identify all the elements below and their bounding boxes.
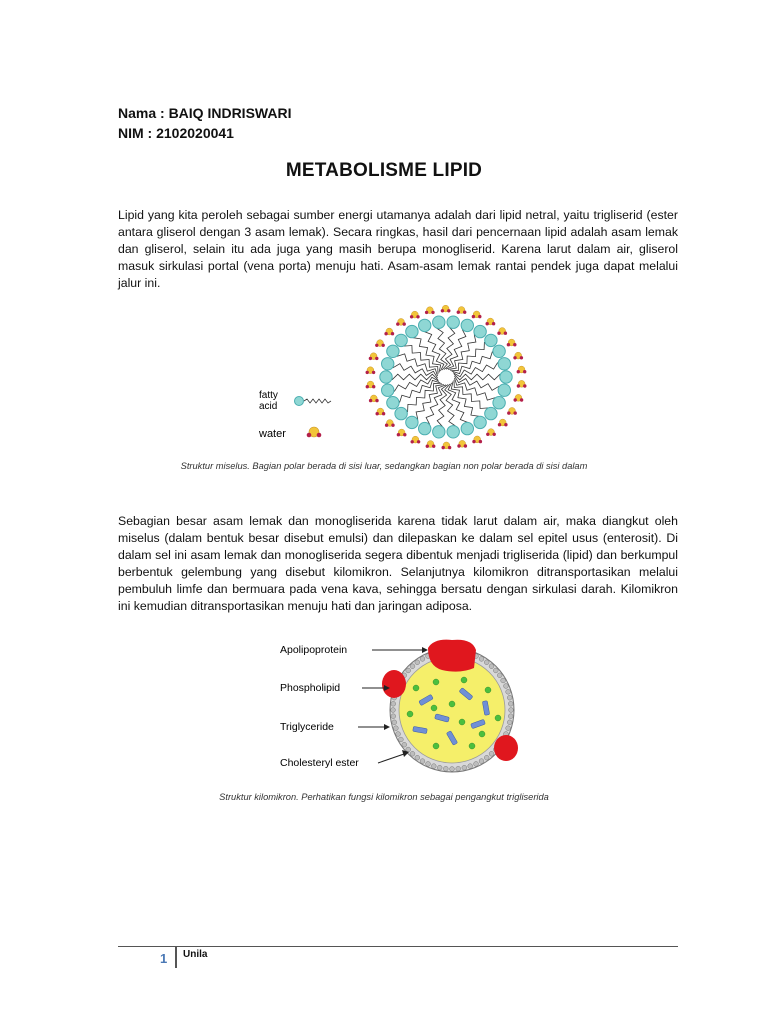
fatty-acid-head <box>485 407 497 419</box>
cholesteryl-ester-molecule <box>433 743 439 749</box>
phospholipid-head <box>484 660 489 665</box>
apolipoprotein-right <box>494 735 518 761</box>
phospholipid-head <box>507 695 512 700</box>
water-molecule <box>425 307 435 314</box>
fatty-acid-head <box>493 397 505 409</box>
water-molecule <box>457 440 467 447</box>
phospholipid-head <box>399 737 404 742</box>
water-molecule <box>366 381 376 388</box>
fatty-acid-head <box>474 416 486 428</box>
water-molecule <box>376 408 386 415</box>
fatty-acid-head <box>447 316 459 328</box>
cholesteryl-ester-molecule <box>495 715 501 721</box>
label-cholesteryl-ester: Cholesteryl ester <box>280 757 359 769</box>
footer-separator <box>175 946 177 968</box>
phospholipid-head <box>437 765 442 770</box>
phospholipid-head <box>431 764 436 769</box>
fatty-acid-head <box>387 397 399 409</box>
phospholipid-head <box>420 759 425 764</box>
author-name: Nama : BAIQ INDRISWARI <box>118 105 292 121</box>
fatty-acid-head <box>500 371 512 383</box>
legend-fatty-acid <box>259 390 331 412</box>
fatty-acid-head <box>498 384 510 396</box>
micelle-diagram <box>366 305 527 449</box>
cholesteryl-ester-molecule <box>433 679 439 685</box>
water-molecule <box>497 328 507 335</box>
chylomicron-diagram <box>382 640 518 772</box>
phospholipid-head <box>501 678 506 683</box>
fatty-acid-head <box>433 316 445 328</box>
water-molecule <box>375 340 385 347</box>
paragraph-chylomicron: Sebagian besar asam lemak dan monogliserida karena tidak larut dalam air, maka diangkut oleh miselus (dalam bentuk besar disebut emulsi) dan dilepaskan ke dalam sel epitel usus (enterosit). Di dalam sel ini asam lemak dan monogliserida segera dibentuk menjadi trigliserida (lipid) dan berkumpul berbentuk gelembung yang disebut kilomikron. Selanjutnya kilomikron ditransportasikan melalui pembuluh limfe dan bermuara pada vena kava, sehingga bersatu dengan sirkulasi darah. Kilomikron ini kemudian ditransportasikan menuju hati dan jaringan adiposa. <box>118 514 678 613</box>
phospholipid-head <box>474 762 479 767</box>
water-molecule <box>498 419 508 426</box>
fatty-acid-head <box>461 422 473 434</box>
fatty-acid-head <box>461 319 473 331</box>
fatty-acid-head <box>447 426 459 438</box>
phospholipid-head <box>489 751 494 756</box>
fatty-acid-head <box>406 325 418 337</box>
fatty-acid-head-icon <box>295 397 304 406</box>
phospholipid-head <box>479 657 484 662</box>
cholesteryl-ester-molecule <box>449 701 455 707</box>
phospholipid-head <box>406 668 411 673</box>
fatty-acid-tail <box>394 377 439 391</box>
author-nim: NIM : 2102020041 <box>118 125 234 141</box>
water-molecule <box>384 328 394 335</box>
fatty-acid-tail <box>450 342 484 371</box>
water-molecule <box>366 367 376 374</box>
water-molecule <box>385 420 395 427</box>
phospholipid-head <box>410 664 415 669</box>
micelle-figure <box>250 305 540 453</box>
phospholipid-head <box>415 755 420 760</box>
phospholipid-head <box>479 759 484 764</box>
fatty-acid-tail-icon <box>304 399 331 403</box>
water-molecule <box>486 429 496 436</box>
water-molecule <box>410 311 420 318</box>
legend-water-label: water <box>259 428 286 440</box>
water-molecule <box>426 441 436 448</box>
fatty-acid-tail <box>453 362 498 376</box>
cholesteryl-ester-molecule <box>485 687 491 693</box>
cholesteryl-ester-molecule <box>459 719 465 725</box>
phospholipid-head <box>402 742 407 747</box>
phospholipid-head <box>468 764 473 769</box>
phospholipid-head <box>420 657 425 662</box>
paragraph-intro: Lipid yang kita peroleh sebagai sumber energi utamanya adalah dari lipid netral, yaitu trigliserid (ester antara gliserol dengan 3 asam lemak). Secara ringkas, hasil dari pencernaan lipid adalah asam lemak dan gliserol, selain itu ada juga yang masih berupa monogliserid. Karena larut dalam air, gliserol masuk sirkulasi portal (vena porta) menuju hati. Asam-asam lemak rantai pendek juga dapat melalui jalur ini. <box>118 208 678 290</box>
phospholipid-head <box>509 708 514 713</box>
water-molecule <box>369 353 379 360</box>
figure2-caption: Struktur kilomikron. Perhatikan fungsi kilomikron sebagai pengangkut trigliserida <box>219 792 549 802</box>
water-molecule <box>396 319 406 326</box>
fatty-acid-head <box>498 358 510 370</box>
fatty-acid-head <box>419 422 431 434</box>
phospholipid-head <box>497 673 502 678</box>
fatty-acid-head <box>493 345 505 357</box>
water-molecule <box>472 311 482 318</box>
cholesteryl-ester-molecule <box>431 705 437 711</box>
footer-text: Unila <box>183 949 208 960</box>
phospholipid-head <box>391 714 396 719</box>
water-molecule <box>411 436 421 443</box>
phospholipid-head <box>410 751 415 756</box>
figure1-caption: Struktur miselus. Bagian polar berada di sisi luar, sedangkan bagian non polar berada di sisi dalam <box>180 461 588 471</box>
water-molecule <box>517 366 527 373</box>
document-title: METABOLISME LIPID <box>285 160 483 181</box>
fatty-acid-head <box>406 416 418 428</box>
pointer-cholesteryl-ester <box>378 754 404 763</box>
phospholipid-head <box>508 701 513 706</box>
phospholipid-head <box>508 714 513 719</box>
water-molecule-icon <box>307 427 322 437</box>
phospholipid-head <box>456 766 461 771</box>
phospholipid-head <box>426 762 431 767</box>
fatty-acid-head <box>387 345 399 357</box>
phospholipid-head <box>484 755 489 760</box>
fatty-acid-head <box>433 426 445 438</box>
fatty-acid-tail <box>413 338 441 373</box>
fatty-acid-tail <box>451 382 479 417</box>
fatty-acid-tail <box>408 383 442 412</box>
legend-fatty-acid-label-2: acid <box>259 401 278 412</box>
water-molecule <box>513 352 523 359</box>
fatty-acid-head <box>395 407 407 419</box>
fatty-acid-head <box>485 334 497 346</box>
phospholipid-head <box>506 726 511 731</box>
water-molecule <box>369 395 379 402</box>
cholesteryl-ester-molecule <box>413 685 419 691</box>
phospholipid-head <box>493 668 498 673</box>
phospholipid-head <box>396 732 401 737</box>
cholesteryl-ester-molecule <box>461 677 467 683</box>
phospholipid-head <box>443 766 448 771</box>
author-header <box>118 103 291 143</box>
fatty-acid-head <box>382 358 394 370</box>
phospholipid-head <box>394 726 399 731</box>
water-molecule <box>472 436 482 443</box>
water-molecule <box>442 442 452 449</box>
page-number: 1 <box>160 951 168 966</box>
phospholipid-head <box>462 765 467 770</box>
phospholipid-head <box>450 767 455 772</box>
phospholipid-head <box>391 708 396 713</box>
label-triglyceride: Triglyceride <box>280 721 334 733</box>
water-molecule <box>457 307 467 314</box>
cholesteryl-ester-molecule <box>407 711 413 717</box>
water-molecule <box>441 305 451 312</box>
legend-water <box>258 427 321 440</box>
cholesteryl-ester-molecule <box>469 743 475 749</box>
fatty-acid-head <box>380 371 392 383</box>
fatty-acid-head <box>474 325 486 337</box>
phospholipid-head <box>506 689 511 694</box>
fatty-acid-head <box>395 334 407 346</box>
water-molecule <box>517 380 527 387</box>
legend-fatty-acid-label-1: fatty <box>259 390 278 401</box>
phospholipid-head <box>504 684 509 689</box>
water-molecule <box>514 394 524 401</box>
water-molecule <box>486 318 496 325</box>
water-molecule <box>507 408 517 415</box>
phospholipid-head <box>391 701 396 706</box>
apolipoprotein-left <box>382 670 406 698</box>
label-apolipoprotein: Apolipoprotein <box>280 644 348 656</box>
label-phospholipid: Phospholipid <box>280 682 341 694</box>
phospholipid-head <box>392 720 397 725</box>
phospholipid-head <box>406 747 411 752</box>
phospholipid-head <box>489 664 494 669</box>
fatty-acid-head <box>419 319 431 331</box>
water-molecule <box>507 339 517 346</box>
water-molecule <box>397 429 407 436</box>
phospholipid-head <box>507 720 512 725</box>
phospholipid-head <box>415 660 420 665</box>
chylomicron-figure <box>276 638 536 773</box>
footer-divider <box>118 946 678 947</box>
cholesteryl-ester-molecule <box>479 731 485 737</box>
fatty-acid-head <box>382 384 394 396</box>
